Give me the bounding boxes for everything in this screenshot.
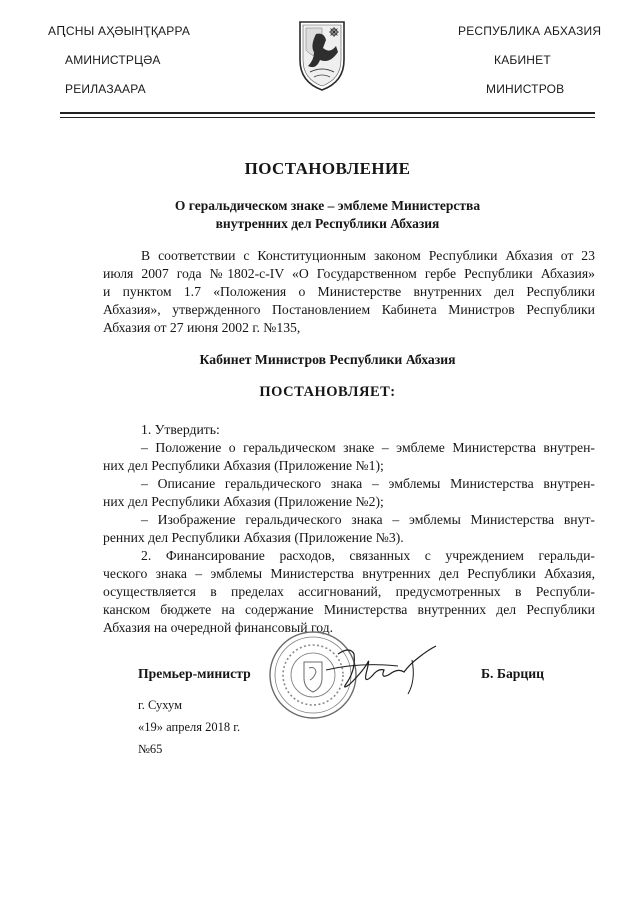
preamble-line: июля 2007 года №1802-с-IV «О Государственном гербе Республики Абхазия» [103,266,595,281]
item-1-line: ренних дел Республики Абхазия (Приложение №3). [103,530,404,545]
item-2-line: Абхазия на очередной финансовый год. [103,620,334,635]
preamble-line: Абхазия», утвержденного Постановлением Кабинета Министров Республики [103,302,595,317]
handwritten-signature-icon [320,640,445,698]
preamble-paragraph-body [103,265,595,337]
document-subtitle [60,197,595,233]
item-1-line: – Изображение геральдического знака – эмблемы Министерства внут- [141,512,595,527]
decree-heading: ПОСТАНОВЛЯЕТ: [259,384,396,400]
item-1-line: 1. Утвердить: [141,422,220,437]
issue-date: «19» апреля 2018 г. [138,720,241,734]
header-right-line-2: КАБИНЕТ [494,53,551,67]
header-rule-thin [60,117,595,118]
item-2-line: 2. Финансирование расходов, связанных с учреждением геральди- [141,548,595,563]
issuing-authority: Кабинет Министров Республики Абхазия [199,352,456,367]
item-1-line: – Описание геральдического знака – эмблемы Министерства внутрен- [141,476,595,491]
header-left-line-1: АԤСНЫ АҲӘЫНҬҚАРРА [48,24,191,38]
preamble-paragraph [103,247,595,265]
header-rule-thick [60,112,595,114]
subtitle-line-2: внутренних дел Республики Абхазия [215,216,440,231]
item-1 [103,421,595,547]
document-title: ПОСТАНОВЛЕНИЕ [244,159,411,178]
item-1-line: них дел Республики Абхазия (Приложение №1); [103,458,384,473]
header-right-line-3: МИНИСТРОВ [486,82,565,96]
item-1-line: – Положение о геральдическом знаке – эмблеме Министерства внутрен- [141,440,595,455]
document-number: №65 [138,742,163,756]
preamble-line: Абхазия от 27 июня 2002 г. №135, [103,320,301,335]
item-2-line: канском бюджете на содержание Министерства внутренних дел Республики [103,602,595,617]
signatory-name: Б. Барциц [481,666,545,681]
issue-city: г. Сухум [138,698,183,712]
preamble-line: В соответствии с Конституционным законом Республики Абхазия от 23 [141,248,595,263]
header-left-line-2: АМИНИСТРЦӘА [65,53,161,67]
header-left-line-3: РЕИЛАЗААРА [65,82,146,96]
item-1-line: них дел Республики Абхазия (Приложение №2); [103,494,384,509]
preamble-line: и пунктом 1.7 «Положения о Министерстве внутренних дел Республики [103,284,595,299]
item-2-line: осуществляется в пределах ассигнований, предусмотренных в Республи- [103,584,595,599]
subtitle-line-1: О геральдическом знаке – эмблеме Министерства [174,198,481,213]
item-2 [103,547,595,637]
header-right-line-1: РЕСПУБЛИКА АБХАЗИЯ [458,24,602,38]
signatory-position: Премьер-министр [138,666,251,681]
item-2-line: ческого знака – эмблемы Министерства внутренних дел Республики Абхазия, [103,566,595,581]
coat-of-arms-icon [296,16,348,92]
